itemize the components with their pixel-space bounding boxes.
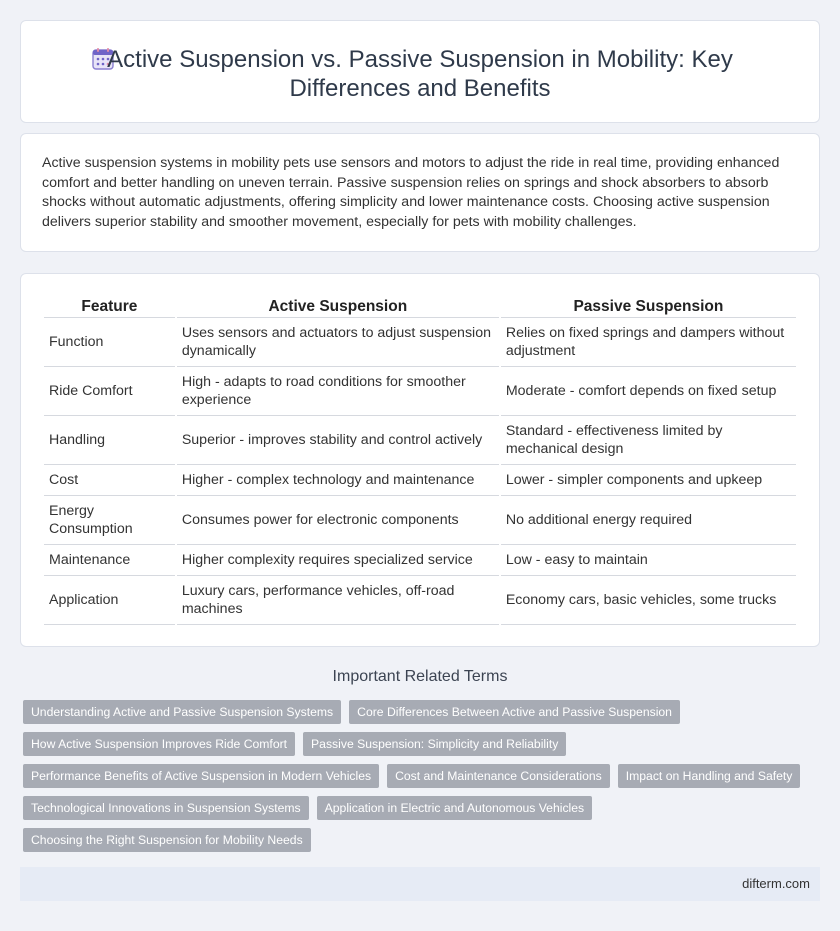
cell-passive: Standard - effectiveness limited by mechanical design: [501, 416, 796, 465]
related-term-tag[interactable]: Choosing the Right Suspension for Mobility Needs: [23, 828, 311, 852]
related-term-tag[interactable]: Performance Benefits of Active Suspension in Modern Vehicles: [23, 764, 379, 788]
table-row: [44, 367, 796, 416]
intro-paragraph: Active suspension systems in mobility pets use sensors and motors to adjust the ride in real time, providing enhanced comfort and better handling on uneven terrain. Passive suspension relies on springs and shock absorbers to absorb shocks without automatic adjustments, offering simplicity and lower maintenance costs. Choosing active suspension delivers superior stability and smoother movement, especially for pets with mobility challenges.: [42, 155, 780, 230]
cell-passive: Economy cars, basic vehicles, some trucks: [501, 576, 796, 625]
related-term-tag[interactable]: Cost and Maintenance Considerations: [387, 764, 610, 788]
cell-passive: Low - easy to maintain: [501, 545, 796, 576]
related-term-tag[interactable]: How Active Suspension Improves Ride Comfort: [23, 732, 295, 756]
related-term-tag[interactable]: Application in Electric and Autonomous Vehicles: [317, 796, 592, 820]
header-passive: Passive Suspension: [501, 296, 796, 318]
cell-feature: Energy Consumption: [44, 496, 175, 545]
cell-passive: Lower - simpler components and upkeep: [501, 465, 796, 496]
related-term-tag[interactable]: Core Differences Between Active and Passive Suspension: [349, 700, 680, 724]
cell-passive: Relies on fixed springs and dampers without adjustment: [501, 318, 796, 367]
footer: [20, 867, 820, 901]
cell-feature: Function: [44, 318, 175, 367]
title-card: [20, 20, 820, 123]
comparison-table-card: [20, 273, 820, 647]
cell-active: Consumes power for electronic components: [177, 496, 499, 545]
cell-active: Higher complexity requires specialized service: [177, 545, 499, 576]
footer-site-link[interactable]: difterm.com: [742, 876, 810, 891]
table-header-row: [44, 296, 796, 318]
intro-card: [20, 133, 820, 252]
header-active: Active Suspension: [177, 296, 499, 318]
cell-feature: Handling: [44, 416, 175, 465]
header-feature: Feature: [44, 296, 175, 318]
cell-active: Higher - complex technology and maintenance: [177, 465, 499, 496]
cell-passive: Moderate - comfort depends on fixed setup: [501, 367, 796, 416]
table-row: [44, 496, 796, 545]
cell-active: Luxury cars, performance vehicles, off-road machines: [177, 576, 499, 625]
table-row: [44, 318, 796, 367]
comparison-table: [42, 296, 798, 625]
cell-feature: Application: [44, 576, 175, 625]
table-row: [44, 576, 796, 625]
cell-feature: Cost: [44, 465, 175, 496]
related-terms-heading: Important Related Terms: [332, 668, 508, 685]
page-title: Active Suspension vs. Passive Suspension in Mobility: Key Differences and Benefits: [107, 46, 733, 102]
related-term-tag[interactable]: Technological Innovations in Suspension Systems: [23, 796, 309, 820]
cell-feature: Ride Comfort: [44, 367, 175, 416]
related-term-tag[interactable]: Understanding Active and Passive Suspension Systems: [23, 700, 341, 724]
cell-active: Superior - improves stability and control actively: [177, 416, 499, 465]
cell-passive: No additional energy required: [501, 496, 796, 545]
related-term-tag[interactable]: Impact on Handling and Safety: [618, 764, 801, 788]
related-term-tag[interactable]: Passive Suspension: Simplicity and Reliability: [303, 732, 566, 756]
table-row: [44, 416, 796, 465]
table-row: [44, 545, 796, 576]
related-terms-list: [23, 700, 813, 860]
table-row: [44, 465, 796, 496]
cell-active: Uses sensors and actuators to adjust suspension dynamically: [177, 318, 499, 367]
cell-feature: Maintenance: [44, 545, 175, 576]
cell-active: High - adapts to road conditions for smoother experience: [177, 367, 499, 416]
